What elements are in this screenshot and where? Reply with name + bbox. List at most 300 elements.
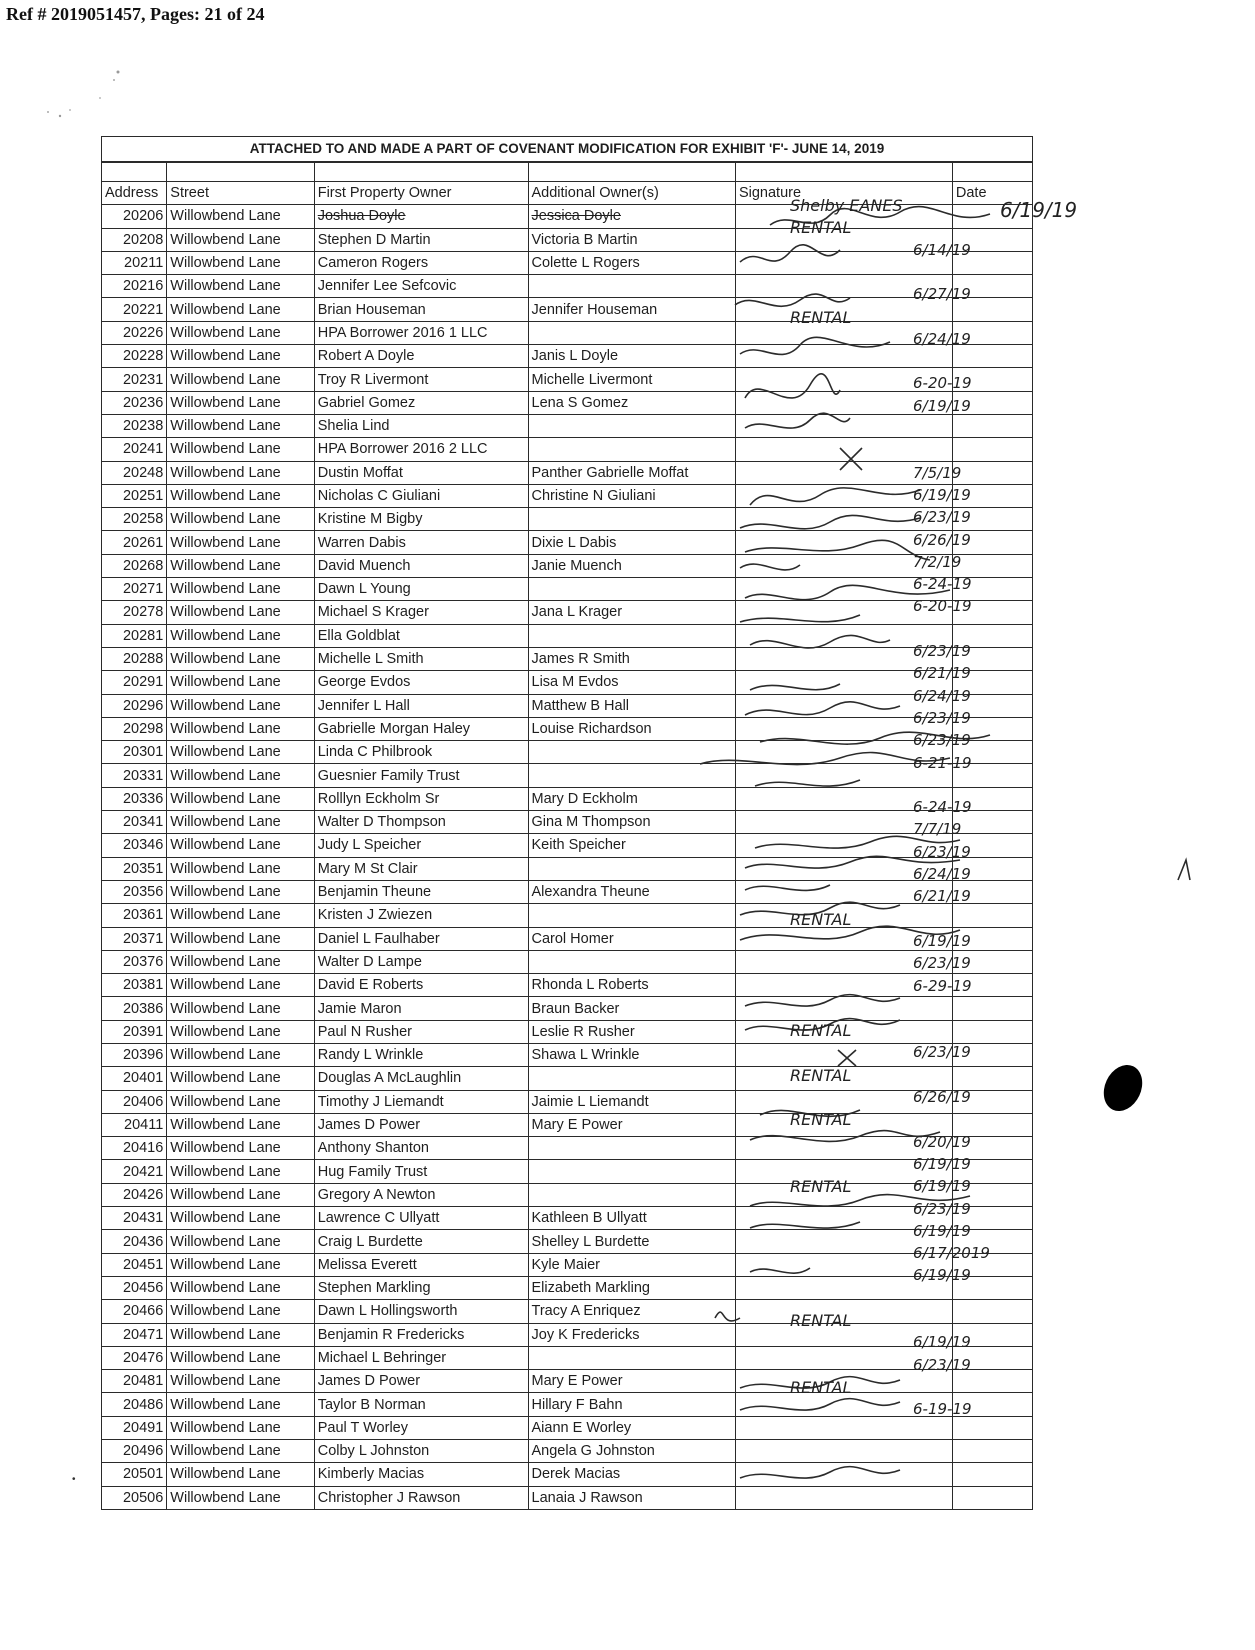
table-row bbox=[102, 601, 1033, 624]
date-cell bbox=[952, 1440, 1032, 1463]
street-cell: Willowbend Lane bbox=[167, 1346, 314, 1369]
signature-cell bbox=[735, 1416, 952, 1439]
col-signature-header: Signature bbox=[735, 182, 952, 205]
address-cell: 20236 bbox=[102, 391, 167, 414]
first-owner-cell: Robert A Doyle bbox=[314, 345, 528, 368]
address-cell: 20451 bbox=[102, 1253, 167, 1276]
handwritten-entry: RENTAL bbox=[790, 1021, 852, 1041]
table-row bbox=[102, 1370, 1033, 1393]
handwritten-entry: 6-19-19 bbox=[913, 1400, 972, 1419]
address-cell: 20291 bbox=[102, 671, 167, 694]
street-cell: Willowbend Lane bbox=[167, 438, 314, 461]
street-cell: Willowbend Lane bbox=[167, 251, 314, 274]
first-owner-cell: James D Power bbox=[314, 1113, 528, 1136]
handwritten-entry: 6/19/19 bbox=[913, 1221, 971, 1240]
first-owner-cell: Jennifer Lee Sefcovic bbox=[314, 275, 528, 298]
address-cell: 20331 bbox=[102, 764, 167, 787]
first-owner-cell: Benjamin Theune bbox=[314, 880, 528, 903]
handwritten-entry: 7/5/19 bbox=[913, 463, 962, 482]
additional-owner-cell: Mary D Eckholm bbox=[528, 787, 735, 810]
additional-owner-cell: Lanaia J Rawson bbox=[528, 1486, 735, 1509]
table-row bbox=[102, 228, 1033, 251]
table-row bbox=[102, 251, 1033, 274]
address-cell: 20268 bbox=[102, 554, 167, 577]
street-cell: Willowbend Lane bbox=[167, 1440, 314, 1463]
address-cell: 20371 bbox=[102, 927, 167, 950]
additional-owner-cell: Panther Gabrielle Moffat bbox=[528, 461, 735, 484]
handwritten-entry: 6/20/19 bbox=[913, 1132, 971, 1151]
first-owner-cell: Kristen J Zwiezen bbox=[314, 904, 528, 927]
col-first-owner-header: First Property Owner bbox=[314, 182, 528, 205]
additional-owner-cell: Hillary F Bahn bbox=[528, 1393, 735, 1416]
handwritten-entry: 6-24-19 bbox=[913, 798, 972, 817]
date-cell bbox=[952, 997, 1032, 1020]
table-row bbox=[102, 438, 1033, 461]
address-cell: 20241 bbox=[102, 438, 167, 461]
date-cell bbox=[952, 461, 1032, 484]
additional-owner-cell: Lisa M Evdos bbox=[528, 671, 735, 694]
first-owner-cell: Stephen Markling bbox=[314, 1276, 528, 1299]
address-cell: 20278 bbox=[102, 601, 167, 624]
handwritten-entry: 6/24/19 bbox=[913, 329, 971, 348]
address-cell: 20476 bbox=[102, 1346, 167, 1369]
table-row bbox=[102, 904, 1033, 927]
first-owner-cell: Kristine M Bigby bbox=[314, 508, 528, 531]
table-row bbox=[102, 578, 1033, 601]
table-row bbox=[102, 1346, 1033, 1369]
handwritten-entry: 6/23/19 bbox=[913, 954, 971, 973]
table-row bbox=[102, 834, 1033, 857]
street-cell: Willowbend Lane bbox=[167, 974, 314, 997]
additional-owner-cell: Leslie R Rusher bbox=[528, 1020, 735, 1043]
table-row bbox=[102, 1300, 1033, 1323]
handwritten-entry: 6/23/19 bbox=[913, 731, 971, 750]
date-cell bbox=[952, 414, 1032, 437]
address-cell: 20228 bbox=[102, 345, 167, 368]
col-date-header: Date bbox=[952, 182, 1032, 205]
first-owner-cell: Dawn L Hollingsworth bbox=[314, 1300, 528, 1323]
first-owner-cell: Douglas A McLaughlin bbox=[314, 1067, 528, 1090]
additional-owner-cell bbox=[528, 764, 735, 787]
street-cell: Willowbend Lane bbox=[167, 1276, 314, 1299]
first-owner-cell: Judy L Speicher bbox=[314, 834, 528, 857]
table-row bbox=[102, 671, 1033, 694]
street-cell: Willowbend Lane bbox=[167, 205, 314, 228]
address-cell: 20248 bbox=[102, 461, 167, 484]
first-owner-cell: Warren Dabis bbox=[314, 531, 528, 554]
first-owner-cell: Kimberly Macias bbox=[314, 1463, 528, 1486]
additional-owner-cell: Colette L Rogers bbox=[528, 251, 735, 274]
additional-owner-cell bbox=[528, 741, 735, 764]
handwritten-entry: 6/21/19 bbox=[913, 664, 971, 683]
additional-owner-cell bbox=[528, 857, 735, 880]
additional-owner-cell bbox=[528, 438, 735, 461]
first-owner-cell: Guesnier Family Trust bbox=[314, 764, 528, 787]
table-row bbox=[102, 927, 1033, 950]
date-cell bbox=[952, 1300, 1032, 1323]
first-owner-cell: Randy L Wrinkle bbox=[314, 1043, 528, 1066]
table-row bbox=[102, 345, 1033, 368]
first-owner-cell: Ella Goldblat bbox=[314, 624, 528, 647]
street-cell: Willowbend Lane bbox=[167, 1300, 314, 1323]
table-row bbox=[102, 694, 1033, 717]
handwritten-entry: 6/19/19 bbox=[913, 1266, 971, 1285]
handwritten-entry: 6/23/19 bbox=[913, 1199, 971, 1218]
table-row bbox=[102, 1113, 1033, 1136]
handwritten-entry: RENTAL bbox=[790, 218, 852, 238]
table-row bbox=[102, 1207, 1033, 1230]
address-cell: 20226 bbox=[102, 321, 167, 344]
date-cell bbox=[952, 1416, 1032, 1439]
handwritten-entry: 6/23/19 bbox=[913, 642, 971, 660]
street-cell: Willowbend Lane bbox=[167, 1416, 314, 1439]
table-row bbox=[102, 1393, 1033, 1416]
address-cell: 20251 bbox=[102, 484, 167, 507]
date-cell bbox=[952, 1463, 1032, 1486]
additional-owner-cell bbox=[528, 275, 735, 298]
first-owner-cell: Rolllyn Eckholm Sr bbox=[314, 787, 528, 810]
date-cell bbox=[952, 1020, 1032, 1043]
handwritten-entry: 6/19/19 bbox=[913, 931, 971, 950]
address-cell: 20496 bbox=[102, 1440, 167, 1463]
handwritten-entry: 6/26/19 bbox=[913, 530, 971, 549]
margin-mark: • bbox=[72, 1474, 76, 1485]
handwritten-entry: RENTAL bbox=[790, 1177, 852, 1197]
address-cell: 20336 bbox=[102, 787, 167, 810]
street-cell: Willowbend Lane bbox=[167, 811, 314, 834]
address-cell: 20341 bbox=[102, 811, 167, 834]
street-cell: Willowbend Lane bbox=[167, 1160, 314, 1183]
table-row bbox=[102, 647, 1033, 670]
table-row bbox=[102, 1486, 1033, 1509]
first-owner-cell: Jennifer L Hall bbox=[314, 694, 528, 717]
first-owner-cell: George Evdos bbox=[314, 671, 528, 694]
street-cell: Willowbend Lane bbox=[167, 298, 314, 321]
date-cell bbox=[952, 904, 1032, 927]
table-row bbox=[102, 275, 1033, 298]
address-cell: 20411 bbox=[102, 1113, 167, 1136]
first-owner-cell: Benjamin R Fredericks bbox=[314, 1323, 528, 1346]
address-cell: 20436 bbox=[102, 1230, 167, 1253]
street-cell: Willowbend Lane bbox=[167, 345, 314, 368]
additional-owner-cell: Janis L Doyle bbox=[528, 345, 735, 368]
table-row bbox=[102, 811, 1033, 834]
additional-owner-cell: Dixie L Dabis bbox=[528, 531, 735, 554]
street-cell: Willowbend Lane bbox=[167, 764, 314, 787]
street-cell: Willowbend Lane bbox=[167, 927, 314, 950]
street-cell: Willowbend Lane bbox=[167, 1113, 314, 1136]
table-row bbox=[102, 950, 1033, 973]
table-row bbox=[102, 298, 1033, 321]
handwritten-entry: 6/17/2019 bbox=[913, 1244, 990, 1263]
street-cell: Willowbend Lane bbox=[167, 1207, 314, 1230]
table-row bbox=[102, 1020, 1033, 1043]
table-row bbox=[102, 1090, 1033, 1113]
additional-owner-cell bbox=[528, 578, 735, 601]
street-cell: Willowbend Lane bbox=[167, 1463, 314, 1486]
address-cell: 20506 bbox=[102, 1486, 167, 1509]
street-cell: Willowbend Lane bbox=[167, 1090, 314, 1113]
additional-owner-cell bbox=[528, 321, 735, 344]
address-cell: 20381 bbox=[102, 974, 167, 997]
additional-owner-cell bbox=[528, 950, 735, 973]
table-row bbox=[102, 484, 1033, 507]
additional-owner-cell: Michelle Livermont bbox=[528, 368, 735, 391]
additional-owner-cell bbox=[528, 1346, 735, 1369]
table-title: ATTACHED TO AND MADE A PART OF COVENANT MODIFICATION FOR EXHIBIT 'F'- JUNE 14, 2019 bbox=[102, 137, 1033, 163]
first-owner-cell: Gabriel Gomez bbox=[314, 391, 528, 414]
address-cell: 20386 bbox=[102, 997, 167, 1020]
handwritten-entry: RENTAL bbox=[790, 909, 852, 929]
table-row bbox=[102, 1253, 1033, 1276]
address-cell: 20298 bbox=[102, 717, 167, 740]
additional-owner-cell: Shelley L Burdette bbox=[528, 1230, 735, 1253]
reference-number: Ref # 2019051457, Pages: 21 of 24 bbox=[6, 4, 265, 24]
first-owner-cell: Christopher J Rawson bbox=[314, 1486, 528, 1509]
handwritten-entry: 6/23/19 bbox=[913, 1355, 971, 1374]
table-row bbox=[102, 997, 1033, 1020]
signature-cell bbox=[735, 438, 952, 461]
additional-owner-cell: Janie Muench bbox=[528, 554, 735, 577]
handwritten-entry: 6/23/19 bbox=[913, 508, 971, 527]
additional-owner-cell: Christine N Giuliani bbox=[528, 484, 735, 507]
additional-owner-cell: Kathleen B Ullyatt bbox=[528, 1207, 735, 1230]
additional-owner-cell: Mary E Power bbox=[528, 1370, 735, 1393]
address-cell: 20231 bbox=[102, 368, 167, 391]
first-owner-cell: Mary M St Clair bbox=[314, 857, 528, 880]
first-owner-cell: HPA Borrower 2016 1 LLC bbox=[314, 321, 528, 344]
handwritten-entry: 7/2/19 bbox=[913, 552, 962, 571]
additional-owner-cell: Louise Richardson bbox=[528, 717, 735, 740]
address-cell: 20486 bbox=[102, 1393, 167, 1416]
street-cell: Willowbend Lane bbox=[167, 1370, 314, 1393]
handwritten-entry: RENTAL bbox=[790, 1110, 852, 1130]
table-row bbox=[102, 1416, 1033, 1439]
col-street-header: Street bbox=[167, 182, 314, 205]
handwritten-entry: 6/24/19 bbox=[913, 865, 971, 883]
street-cell: Willowbend Lane bbox=[167, 321, 314, 344]
table-row bbox=[102, 857, 1033, 880]
scan-specks bbox=[30, 60, 150, 140]
additional-owner-cell bbox=[528, 508, 735, 531]
street-cell: Willowbend Lane bbox=[167, 1043, 314, 1066]
first-owner-cell: Brian Houseman bbox=[314, 298, 528, 321]
first-owner-cell: Shelia Lind bbox=[314, 414, 528, 437]
street-cell: Willowbend Lane bbox=[167, 1393, 314, 1416]
additional-owner-cell bbox=[528, 1183, 735, 1206]
additional-owner-cell: Angela G Johnston bbox=[528, 1440, 735, 1463]
handwritten-entry: RENTAL bbox=[790, 307, 852, 327]
table-row bbox=[102, 368, 1033, 391]
street-cell: Willowbend Lane bbox=[167, 857, 314, 880]
table-row bbox=[102, 1137, 1033, 1160]
additional-owner-cell: Shawa L Wrinkle bbox=[528, 1043, 735, 1066]
street-cell: Willowbend Lane bbox=[167, 414, 314, 437]
address-cell: 20481 bbox=[102, 1370, 167, 1393]
date-cell bbox=[952, 438, 1032, 461]
table-row bbox=[102, 321, 1033, 344]
additional-owner-cell: Joy K Fredericks bbox=[528, 1323, 735, 1346]
street-cell: Willowbend Lane bbox=[167, 1323, 314, 1346]
handwritten-entry: 6/19/19 bbox=[913, 1177, 971, 1196]
covenant-signature-sheet bbox=[101, 136, 1033, 1510]
additional-owner-cell: Carol Homer bbox=[528, 927, 735, 950]
address-cell: 20238 bbox=[102, 414, 167, 437]
first-owner-cell: Dawn L Young bbox=[314, 578, 528, 601]
table-row bbox=[102, 624, 1033, 647]
first-owner-cell: Anthony Shanton bbox=[314, 1137, 528, 1160]
address-cell: 20361 bbox=[102, 904, 167, 927]
handwritten-entry: RENTAL bbox=[790, 1311, 852, 1330]
street-cell: Willowbend Lane bbox=[167, 601, 314, 624]
handwritten-entry: 6/23/19 bbox=[913, 842, 971, 861]
address-cell: 20221 bbox=[102, 298, 167, 321]
table-row bbox=[102, 1323, 1033, 1346]
first-owner-cell: Michael S Krager bbox=[314, 601, 528, 624]
street-cell: Willowbend Lane bbox=[167, 671, 314, 694]
additional-owner-cell: Aiann E Worley bbox=[528, 1416, 735, 1439]
signature-cell bbox=[735, 997, 952, 1020]
first-owner-cell: Hug Family Trust bbox=[314, 1160, 528, 1183]
additional-owner-cell: Kyle Maier bbox=[528, 1253, 735, 1276]
first-owner-cell: Colby L Johnston bbox=[314, 1440, 528, 1463]
address-cell: 20391 bbox=[102, 1020, 167, 1043]
first-owner-cell: Cameron Rogers bbox=[314, 251, 528, 274]
handwritten-entry: 6-24-19 bbox=[913, 575, 972, 594]
address-cell: 20416 bbox=[102, 1137, 167, 1160]
street-cell: Willowbend Lane bbox=[167, 461, 314, 484]
first-owner-cell: Timothy J Liemandt bbox=[314, 1090, 528, 1113]
table-row bbox=[102, 508, 1033, 531]
handwritten-entry: 6/23/19 bbox=[913, 708, 971, 727]
address-cell: 20296 bbox=[102, 694, 167, 717]
additional-owner-cell: Jana L Krager bbox=[528, 601, 735, 624]
handwritten-entry: 6/14/19 bbox=[913, 240, 971, 259]
additional-owner-cell bbox=[528, 904, 735, 927]
first-owner-cell: HPA Borrower 2016 2 LLC bbox=[314, 438, 528, 461]
address-cell: 20281 bbox=[102, 624, 167, 647]
street-cell: Willowbend Lane bbox=[167, 1137, 314, 1160]
street-cell: Willowbend Lane bbox=[167, 554, 314, 577]
table-row bbox=[102, 880, 1033, 903]
additional-owner-cell: Victoria B Martin bbox=[528, 228, 735, 251]
first-owner-cell: Stephen D Martin bbox=[314, 228, 528, 251]
street-cell: Willowbend Lane bbox=[167, 717, 314, 740]
street-cell: Willowbend Lane bbox=[167, 484, 314, 507]
address-cell: 20401 bbox=[102, 1067, 167, 1090]
first-owner-cell: David Muench bbox=[314, 554, 528, 577]
handwritten-entry: RENTAL bbox=[790, 1065, 852, 1085]
handwritten-date-overflow: 6/19/19 bbox=[1000, 198, 1078, 222]
additional-owner-cell: Jennifer Houseman bbox=[528, 298, 735, 321]
address-cell: 20206 bbox=[102, 205, 167, 228]
additional-owner-cell bbox=[528, 1137, 735, 1160]
signature-cell bbox=[735, 1486, 952, 1509]
address-cell: 20288 bbox=[102, 647, 167, 670]
street-cell: Willowbend Lane bbox=[167, 1230, 314, 1253]
handwritten-entry: 6/19/19 bbox=[913, 1333, 971, 1352]
address-cell: 20376 bbox=[102, 950, 167, 973]
signature-cell bbox=[735, 1463, 952, 1486]
first-owner-cell: Dustin Moffat bbox=[314, 461, 528, 484]
col-address-header: Address bbox=[102, 182, 167, 205]
first-owner-cell: Taylor B Norman bbox=[314, 1393, 528, 1416]
street-cell: Willowbend Lane bbox=[167, 694, 314, 717]
owners-table bbox=[101, 136, 1033, 1510]
additional-owner-cell: Rhonda L Roberts bbox=[528, 974, 735, 997]
first-owner-cell: Gabrielle Morgan Haley bbox=[314, 717, 528, 740]
first-owner-cell: James D Power bbox=[314, 1370, 528, 1393]
street-cell: Willowbend Lane bbox=[167, 578, 314, 601]
additional-owner-cell: Mary E Power bbox=[528, 1113, 735, 1136]
table-row bbox=[102, 1183, 1033, 1206]
first-owner-cell: Paul N Rusher bbox=[314, 1020, 528, 1043]
first-owner-cell: Lawrence C Ullyatt bbox=[314, 1207, 528, 1230]
additional-owner-cell: Matthew B Hall bbox=[528, 694, 735, 717]
street-cell: Willowbend Lane bbox=[167, 880, 314, 903]
table-row bbox=[102, 1160, 1033, 1183]
street-cell: Willowbend Lane bbox=[167, 787, 314, 810]
handwritten-entry: Shelby EANES bbox=[790, 196, 903, 215]
first-owner-cell: Joshua Doyle bbox=[314, 205, 528, 228]
handwritten-entry: 7/7/19 bbox=[913, 820, 962, 839]
address-cell: 20301 bbox=[102, 741, 167, 764]
date-cell bbox=[952, 345, 1032, 368]
table-row bbox=[102, 391, 1033, 414]
street-cell: Willowbend Lane bbox=[167, 1486, 314, 1509]
handwritten-entry: 6/26/19 bbox=[913, 1088, 971, 1106]
additional-owner-cell: Jaimie L Liemandt bbox=[528, 1090, 735, 1113]
address-cell: 20456 bbox=[102, 1276, 167, 1299]
street-cell: Willowbend Lane bbox=[167, 1067, 314, 1090]
address-cell: 20466 bbox=[102, 1300, 167, 1323]
additional-owner-cell: Gina M Thompson bbox=[528, 811, 735, 834]
handwritten-entry: 6-20-19 bbox=[913, 374, 972, 393]
first-owner-cell: Linda C Philbrook bbox=[314, 741, 528, 764]
street-cell: Willowbend Lane bbox=[167, 275, 314, 298]
street-cell: Willowbend Lane bbox=[167, 391, 314, 414]
first-owner-cell: Walter D Lampe bbox=[314, 950, 528, 973]
first-owner-cell: Melissa Everett bbox=[314, 1253, 528, 1276]
address-cell: 20431 bbox=[102, 1207, 167, 1230]
additional-owner-cell: Tracy A Enriquez bbox=[528, 1300, 735, 1323]
table-row bbox=[102, 1067, 1033, 1090]
address-cell: 20211 bbox=[102, 251, 167, 274]
additional-owner-cell: Jessica Doyle bbox=[528, 205, 735, 228]
additional-owner-cell: Keith Speicher bbox=[528, 834, 735, 857]
additional-owner-cell: James R Smith bbox=[528, 647, 735, 670]
first-owner-cell: Gregory A Newton bbox=[314, 1183, 528, 1206]
table-row bbox=[102, 1440, 1033, 1463]
date-cell bbox=[952, 1067, 1032, 1090]
first-owner-cell: Jamie Maron bbox=[314, 997, 528, 1020]
signature-cell bbox=[735, 1440, 952, 1463]
address-cell: 20351 bbox=[102, 857, 167, 880]
table-row bbox=[102, 1043, 1033, 1066]
address-cell: 20356 bbox=[102, 880, 167, 903]
additional-owner-cell: Braun Backer bbox=[528, 997, 735, 1020]
handwritten-entry: 6/21/19 bbox=[913, 887, 971, 906]
street-cell: Willowbend Lane bbox=[167, 624, 314, 647]
address-cell: 20396 bbox=[102, 1043, 167, 1066]
street-cell: Willowbend Lane bbox=[167, 508, 314, 531]
first-owner-cell: Craig L Burdette bbox=[314, 1230, 528, 1253]
handwritten-entry: 6-29-19 bbox=[913, 976, 972, 995]
address-cell: 20208 bbox=[102, 228, 167, 251]
address-cell: 20421 bbox=[102, 1160, 167, 1183]
additional-owner-cell: Derek Macias bbox=[528, 1463, 735, 1486]
street-cell: Willowbend Lane bbox=[167, 904, 314, 927]
